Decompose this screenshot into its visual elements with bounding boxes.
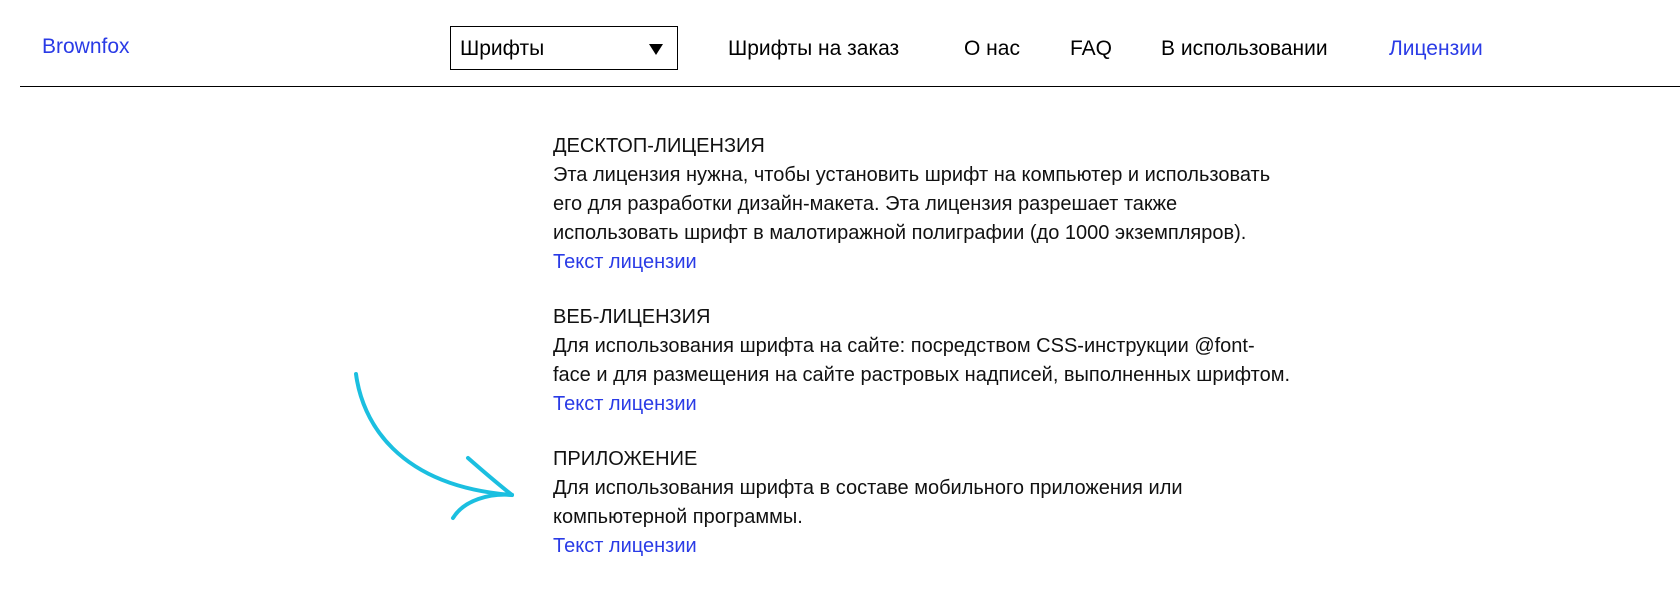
section-text-line: его для разработки дизайн-макета. Эта лицензия разрешает также xyxy=(553,193,1178,215)
nav-about[interactable]: О нас xyxy=(964,37,1020,60)
license-section-desktop xyxy=(553,132,1393,277)
fonts-dropdown[interactable] xyxy=(450,26,678,70)
site-header xyxy=(0,0,1680,88)
license-text-link[interactable]: Текст лицензии xyxy=(553,393,697,415)
section-text-line: Для использования шрифта в составе мобильного приложения или xyxy=(553,477,1183,499)
nav-faq[interactable]: FAQ xyxy=(1070,37,1113,60)
header-divider xyxy=(20,86,1680,87)
nav-in-use[interactable]: В использовании xyxy=(1161,37,1328,60)
licenses-list xyxy=(553,132,1393,561)
nav-custom-fonts[interactable]: Шрифты на заказ xyxy=(728,37,900,60)
nav-licenses[interactable]: Лицензии xyxy=(1389,37,1483,60)
logo-link[interactable]: Brownfox xyxy=(42,35,130,58)
section-title: ВЕБ-ЛИЦЕНЗИЯ xyxy=(553,306,711,328)
section-text-line: использовать шрифт в малотиражной полиграфии (до 1000 экземпляров). xyxy=(553,222,1247,244)
caret-down-icon xyxy=(649,44,663,55)
fonts-dropdown-label: Шрифты xyxy=(460,37,545,60)
section-text-line: Эта лицензия нужна, чтобы установить шрифт на компьютер и использовать xyxy=(553,164,1271,186)
section-title: ДЕСКТОП-ЛИЦЕНЗИЯ xyxy=(553,135,765,157)
arrow-icon xyxy=(330,360,530,530)
license-text-link[interactable]: Текст лицензии xyxy=(553,251,697,273)
license-section-app xyxy=(553,445,1393,561)
section-text-line: face и для размещения на сайте растровых надписей, выполненных шрифтом. xyxy=(553,364,1291,386)
license-text-link[interactable]: Текст лицензии xyxy=(553,535,697,557)
license-section-web xyxy=(553,303,1393,419)
section-text-line: компьютерной программы. xyxy=(553,506,803,528)
section-text-line: Для использования шрифта на сайте: посредством CSS-инструкции @font- xyxy=(553,335,1255,357)
section-title: ПРИЛОЖЕНИЕ xyxy=(553,448,698,470)
